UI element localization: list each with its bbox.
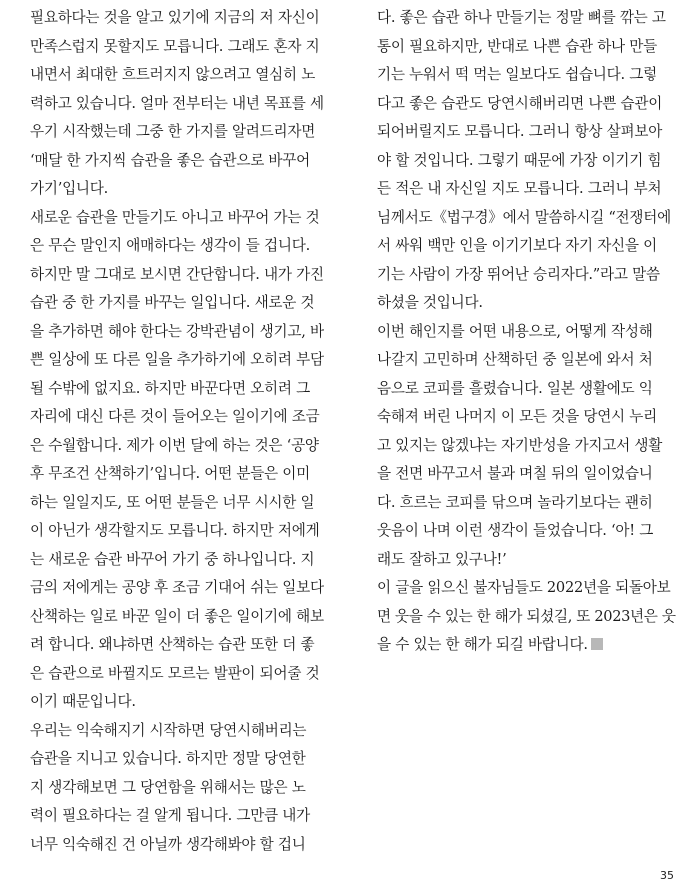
left-text-column bbox=[30, 4, 330, 859]
text-line: 통이 필요하지만, 반대로 나쁜 습관 하나 만들 bbox=[377, 37, 657, 55]
text-line: 만족스럽지 못할지도 모릅니다. 그래도 혼자 지 bbox=[30, 37, 320, 55]
text-line: 필요하다는 것을 알고 있기에 지금의 저 자신이 bbox=[30, 9, 320, 26]
text-line: 서 싸워 백만 인을 이기기보다 자기 자신을 이 bbox=[377, 237, 657, 254]
text-line: 너무 익숙해진 건 아닐까 생각해봐야 할 겁니 bbox=[30, 835, 306, 853]
text-line: 력이 필요하다는 걸 알게 됩니다. 그만큼 내가 bbox=[30, 807, 310, 824]
text-line: 이번 해인지를 어떤 내용으로, 어떻게 작성해 bbox=[377, 322, 653, 340]
text-line: 을 전면 바꾸고서 불과 며칠 뒤의 일이었습니 bbox=[377, 465, 653, 482]
text-line: 래도 잘하고 있구나!’ bbox=[377, 550, 507, 568]
text-line: 금의 저에게는 공양 후 조금 기대어 쉬는 일보다 bbox=[30, 579, 324, 596]
text-line: 면 웃을 수 있는 한 해가 되셨길, 또 2023년은 웃 bbox=[377, 607, 676, 625]
text-line: 이기 때문입니다. bbox=[30, 693, 136, 710]
text-line: 웃음이 나며 이런 생각이 들었습니다. ‘아! 그 bbox=[377, 522, 654, 539]
text-line: 이 글을 읽으신 불자님들도 2022년을 되돌아보 bbox=[377, 579, 671, 596]
text-line: 쁜 일상에 또 다른 일을 추가하기에 오히려 부담 bbox=[30, 351, 324, 368]
text-line: 산책하는 일로 바꾼 일이 더 좋은 일이기에 해보 bbox=[30, 607, 324, 625]
text-line: 하는 일일지도, 또 어떤 분들은 너무 시시한 일 bbox=[30, 493, 315, 511]
text-line: 다. 좋은 습관 하나 만들기는 정말 뼈를 깎는 고 bbox=[377, 9, 666, 26]
text-line: 자리에 대신 다른 것이 들어오는 일이기에 조금 bbox=[30, 408, 320, 425]
text-line: ‘매달 한 가지씩 습관을 좋은 습관으로 바꾸어 bbox=[30, 151, 310, 169]
text-line: 야 할 것입니다. 그렇기 때문에 가장 이기기 힘 bbox=[377, 151, 662, 169]
text-line: 숙해져 버린 나머지 이 모든 것을 당연시 누리 bbox=[377, 408, 657, 425]
text-line: 은 수월합니다. 제가 이번 달에 하는 것은 ‘공양 bbox=[30, 436, 319, 454]
text-line: 려 합니다. 왜냐하면 산책하는 습관 또한 더 좋 bbox=[30, 636, 315, 653]
text-line: 우기 시작했는데 그중 한 가지를 알려드리자면 bbox=[30, 123, 316, 140]
text-line: 지 생각해보면 그 당연함을 위해서는 많은 노 bbox=[30, 778, 306, 796]
text-line: 음으로 코피를 흘렸습니다. 일본 생활에도 익 bbox=[377, 379, 653, 397]
text-line: 고 있지는 않겠냐는 자기반성을 가지고서 생활 bbox=[377, 436, 663, 454]
text-line: 새로운 습관을 만들기도 아니고 바꾸어 가는 것 bbox=[30, 208, 320, 226]
text-line: 력하고 있습니다. 얼마 전부터는 내년 목표를 세 bbox=[30, 94, 324, 112]
text-line: 나갈지 고민하며 산책하던 중 일본에 와서 처 bbox=[377, 351, 653, 368]
page-number: 35 bbox=[660, 869, 674, 882]
text-line: 되어버릴지도 모릅니다. 그러니 항상 살펴보아 bbox=[377, 123, 663, 140]
text-line: 을 추가하면 해야 한다는 강박관념이 생기고, 바 bbox=[30, 322, 324, 340]
text-line: 님께서도《법구경》에서 말씀하시길 “전쟁터에 bbox=[377, 208, 671, 226]
right-text-column bbox=[377, 4, 677, 660]
text-line: 될 수밖에 없지요. 하지만 바꾼다면 오히려 그 bbox=[30, 379, 310, 397]
text-line: 후 무조건 산책하기’입니다. 어떤 분들은 이미 bbox=[30, 465, 310, 482]
text-line: 든 적은 내 자신일 지도 모릅니다. 그러니 부처 bbox=[377, 180, 662, 197]
end-mark-icon bbox=[591, 638, 603, 650]
text-line: 기는 사람이 가장 뛰어난 승리자다.”라고 말씀 bbox=[377, 265, 660, 283]
text-line: 습관을 지니고 있습니다. 하지만 정말 당연한 bbox=[30, 750, 306, 767]
text-line: 는 새로운 습관 바꾸어 가기 중 하나입니다. 지 bbox=[30, 550, 315, 568]
text-line: 우리는 익숙해지기 시작하면 당연시해버리는 bbox=[30, 721, 307, 739]
text-line: 다. 흐르는 코피를 닦으며 놀라기보다는 괜히 bbox=[377, 493, 653, 511]
text-line: 은 무슨 말인지 애매하다는 생각이 들 겁니다. bbox=[30, 237, 310, 254]
text-line: 가기’입니다. bbox=[30, 180, 109, 197]
text-line: 내면서 최대한 흐트러지지 않으려고 열심히 노 bbox=[30, 66, 316, 83]
text-line: 이 아닌가 생각할지도 모릅니다. 하지만 저에게 bbox=[30, 522, 320, 539]
text-line: 다고 좋은 습관도 당연시해버리면 나쁜 습관이 bbox=[377, 94, 663, 112]
text-line: 습관 중 한 가지를 바꾸는 일입니다. 새로운 것 bbox=[30, 294, 315, 311]
text-line: 기는 누워서 떡 먹는 일보다도 쉽습니다. 그렇 bbox=[377, 66, 657, 83]
text-line: 을 수 있는 한 해가 되길 바랍니다. bbox=[377, 631, 677, 660]
text-line: 하셨을 것입니다. bbox=[377, 294, 483, 311]
text-line: 하지만 말 그대로 보시면 간단합니다. 내가 가진 bbox=[30, 265, 324, 283]
text-line: 은 습관으로 바뀔지도 모르는 발판이 되어줄 것 bbox=[30, 664, 320, 682]
